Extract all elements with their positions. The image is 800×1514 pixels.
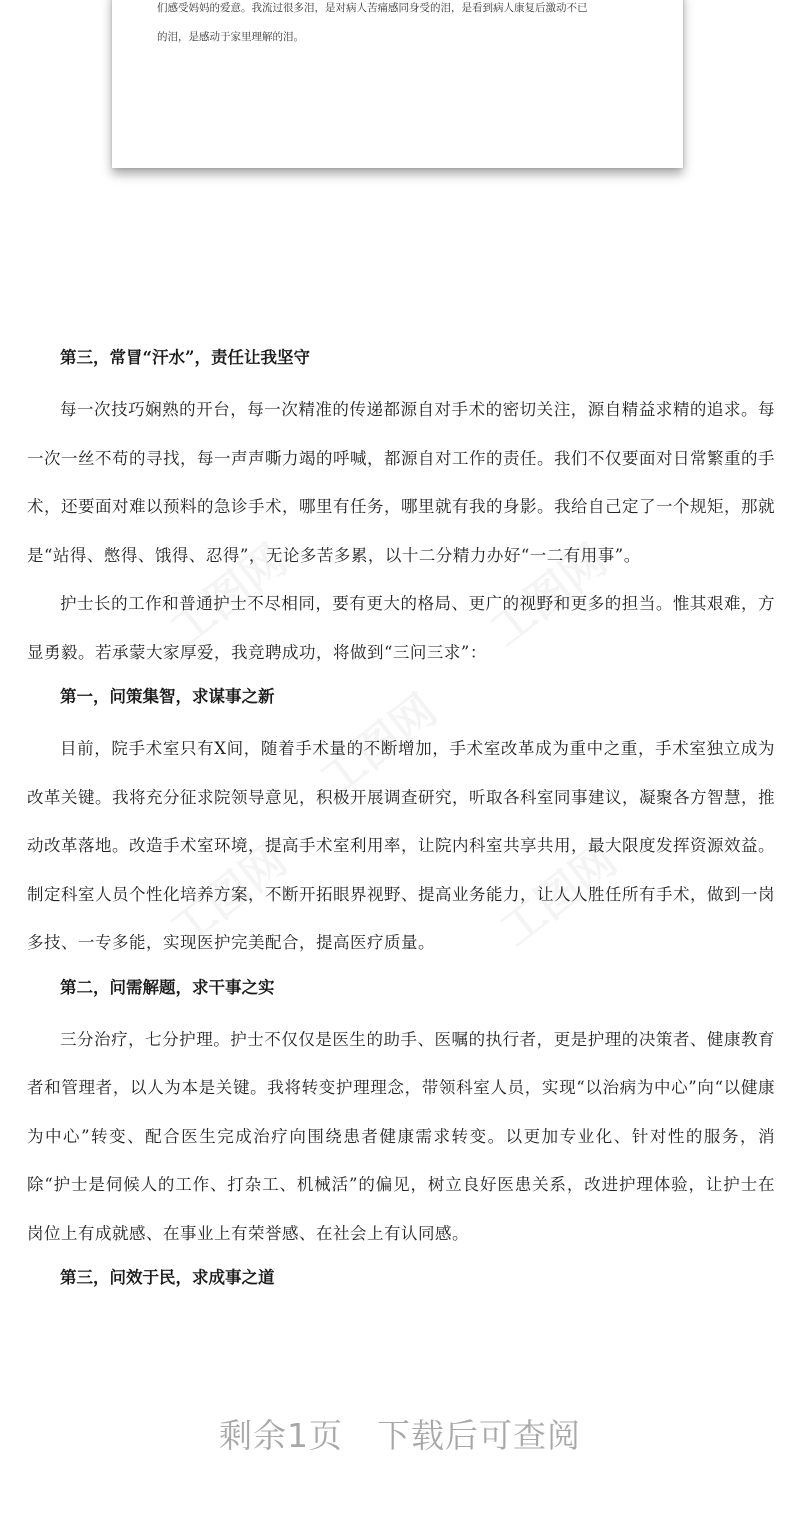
download-to-view-label: 下载后可查阅 bbox=[377, 1416, 581, 1455]
remaining-pages-label: 剩余1页 bbox=[219, 1416, 343, 1455]
paragraph: 每一次技巧娴熟的开台，每一次精准的传递都源自对手术的密切关注，源自精益求精的追求。每一次一丝不苟的寻找，每一声声嘶力竭的呼喊，都源自对工作的责任。我们不仅要面对日常繁重的手术，还要面对难以预料的急诊手术，哪里有任务，哪里就有我的身影。我给自己定了一个规矩，那就是“站得、憋得、饿得、忍得”，无论多苦多累，以十二分精力办好“一二有用事”。 bbox=[27, 400, 775, 565]
download-prompt[interactable] bbox=[0, 1410, 800, 1457]
preview-text bbox=[157, 0, 657, 52]
preview-line-1: 们感受妈妈的爱意。我流过很多泪，是对病人苦痛感同身受的泪，是看到病人康复后激动不已 bbox=[157, 2, 588, 14]
paragraph: 目前，院手术室只有X间，随着手术量的不断增加，手术室改革成为重中之重，手术室独立成为改革关键。我将充分征求院领导意见，积极开展调查研究，听取各科室同事建议，凝聚各方智慧，推动改革落地。改造手术室环境，提高手术室利用率，让院内科室共享共用，最大限度发挥资源效益。制定科室人员个性化培养方案，不断开拓眼界视野、提高业务能力，让人人胜任所有手术，做到一岗多技、一专多能，实现医护完美配合，提高医疗质量。 bbox=[27, 739, 775, 952]
paragraph: 护士长的工作和普通护士不尽相同，要有更大的格局、更广的视野和更多的担当。惟其艰难，方显勇毅。若承蒙大家厚爱，我竞聘成功，将做到“三问三求”： bbox=[27, 594, 775, 662]
paragraph: 三分治疗，七分护理。护士不仅仅是医生的助手、医嘱的执行者，更是护理的决策者、健康教育者和管理者，以人为本是关键。我将转变护理理念，带领科室人员，实现“以治病为中心”向“以健康为中心”转变、配合医生完成治疗向围绕患者健康需求转变。以更加专业化、针对性的服务，消除“护士是伺候人的工作、打杂工、机械活”的偏见，树立良好医患关系，改进护理体验，让护士在岗位上有成就感、在事业上有荣誉感、在社会上有认同感。 bbox=[27, 1029, 775, 1243]
preview-line-2: 的泪，是感动于家里理解的泪。 bbox=[157, 31, 304, 43]
document-body bbox=[27, 338, 775, 1306]
preview-page-card bbox=[112, 0, 683, 168]
section-heading: 第三，常冒“汗水”，责任让我坚守 bbox=[60, 348, 310, 367]
section-heading: 第三，问效于民，求成事之道 bbox=[60, 1268, 275, 1287]
section-heading: 第二，问需解题，求干事之实 bbox=[60, 977, 275, 997]
section-heading: 第一，问策集智，求谋事之新 bbox=[60, 687, 275, 706]
